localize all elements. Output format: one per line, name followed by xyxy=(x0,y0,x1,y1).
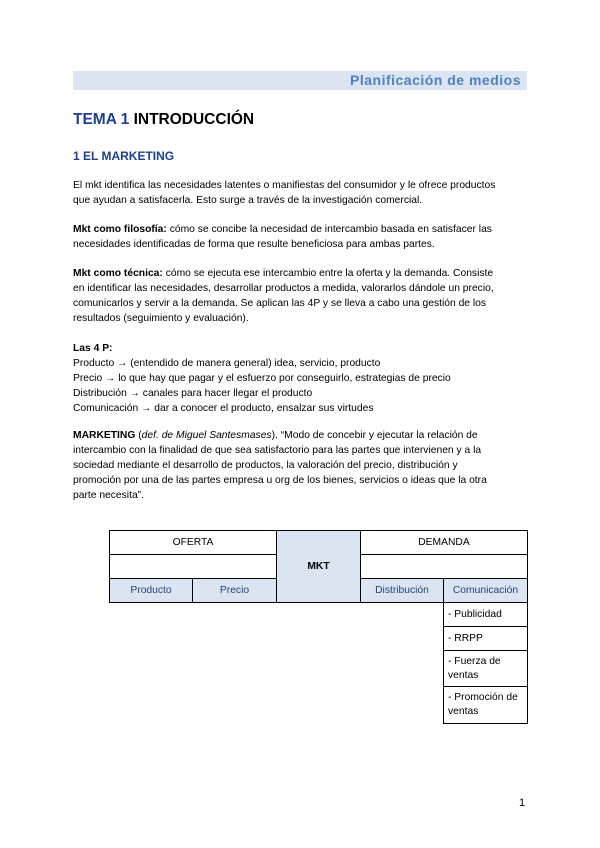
header-title: Planificación de medios xyxy=(350,72,521,88)
distribucion-label: Distribución xyxy=(375,585,429,596)
paragraph-philosophy xyxy=(73,222,527,252)
page-number: 1 xyxy=(519,797,526,809)
text-line: necesidades identificadas de forma que resulte beneficiosa para ambas partes. xyxy=(73,239,435,250)
demanda-label: DEMANDA xyxy=(418,537,470,548)
text-line: intercambio con la finalidad de que sea satisfactorio para las partes que intervienen y a la xyxy=(73,445,482,456)
four-p-title: Las 4 P: xyxy=(73,343,113,354)
table-cell-oferta xyxy=(109,530,277,555)
four-p-item: Distribución → canales para hacer llegar el producto xyxy=(73,388,313,399)
text-line: resultados (seguimiento y evaluación). xyxy=(73,313,249,324)
promocion-ventas-label: - Promoción de ventas xyxy=(448,692,518,717)
table-cell-promocion-ventas xyxy=(443,686,528,724)
table-cell-precio xyxy=(192,578,277,603)
section-title: 1 EL MARKETING xyxy=(73,149,175,163)
paragraph-4p xyxy=(73,341,527,416)
philosophy-text: cómo se concibe la necesidad de intercambio basada en satisfacer las xyxy=(166,224,492,235)
table-cell-rrpp xyxy=(443,626,528,651)
text-line: promoción por una de las partes empresa u org de los bienes, servicios o ideas que la otra xyxy=(73,475,487,486)
table-cell-demanda xyxy=(360,530,528,555)
table-cell-distribucion xyxy=(360,578,444,603)
text-line: comunicarlos y servir a la demanda. Se aplican las 4P y se lleva a cabo una gestión de los xyxy=(73,298,487,309)
precio-label: Precio xyxy=(219,585,250,596)
paragraph-definition xyxy=(73,428,527,503)
four-p-item: Comunicación → dar a conocer el producto, ensalzar sus virtudes xyxy=(73,403,374,414)
four-p-item: Precio → lo que hay que pagar y el esfuerzo por conseguirlo, estrategias de precio xyxy=(73,373,451,384)
comunicacion-label: Comunicación xyxy=(452,585,519,596)
table-cell-demanda-spacer xyxy=(360,554,528,579)
chapter-number: TEMA 1 xyxy=(73,111,130,128)
rrpp-label: - RRPP xyxy=(448,632,483,644)
four-p-item: Producto → (entendido de manera general) idea, servicio, producto xyxy=(73,358,381,369)
technique-text: cómo se ejecuta ese intercambio entre la oferta y la demanda. Consiste xyxy=(162,268,494,279)
table-cell-oferta-spacer xyxy=(109,554,277,579)
table-cell-comunicacion xyxy=(443,578,528,603)
publicidad-label: - Publicidad xyxy=(448,608,502,620)
technique-term: Mkt como técnica: xyxy=(73,268,163,279)
text-line xyxy=(73,266,527,281)
paren-open: ( xyxy=(135,430,142,441)
definition-text: ). “Modo de concebir y ejecutar la relación de xyxy=(271,430,478,441)
text-line xyxy=(73,222,527,237)
text-line: parte necesita”. xyxy=(73,490,144,501)
header-band xyxy=(73,71,527,90)
paragraph-intro xyxy=(73,178,527,208)
producto-label: Producto xyxy=(130,585,172,596)
text-line: El mkt identifica las necesidades latentes o manifiestas del consumidor y le ofrece productos xyxy=(73,180,496,191)
oferta-label: OFERTA xyxy=(172,537,214,548)
fuerza-ventas-label: - Fuerza de ventas xyxy=(448,655,501,681)
paragraph-technique xyxy=(73,266,527,326)
chapter-title xyxy=(73,111,254,129)
text-line: en identificar las necesidades, desarrollar productos a medida, valorarlos dándole un precio, xyxy=(73,283,494,294)
text-line: que ayudan a satisfacerla. Esto surge a través de la investigación comercial. xyxy=(73,195,423,206)
chapter-name: INTRODUCCIÓN xyxy=(133,111,255,128)
text-line xyxy=(73,428,527,443)
table-cell-fuerza-ventas xyxy=(443,650,528,687)
text-line: sociedad mediante el desarrollo de productos, la valoración del precio, distribución y xyxy=(73,460,458,471)
definition-attribution: def. de Miguel Santesmases xyxy=(141,430,272,441)
mkt-label: MKT xyxy=(307,561,330,572)
philosophy-term: Mkt como filosofía: xyxy=(73,224,167,235)
table-cell-producto xyxy=(109,578,193,603)
definition-term: MARKETING xyxy=(73,430,136,441)
table-cell-mkt xyxy=(276,530,361,603)
table-cell-publicidad xyxy=(443,602,528,627)
